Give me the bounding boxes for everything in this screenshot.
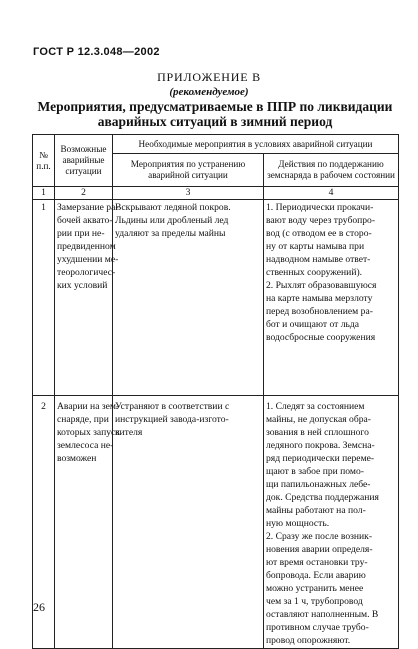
- maintenance-line: вод (с отводом ее в сторо-: [266, 228, 372, 239]
- header-measures-group: Необходимые мероприятия в условиях аварийной ситуации: [113, 135, 399, 154]
- maintenance-line: бопровода. Если аварию: [266, 570, 366, 581]
- maintenance-line: ледяного покрова. Земсна-: [266, 440, 375, 451]
- elimination-line: вителя: [115, 427, 143, 438]
- maintenance-line: щи папильонажных лебе-: [266, 479, 371, 490]
- maintenance-line: водосбросные сооружения: [266, 332, 376, 343]
- situation-line: Аварии на зем-: [57, 401, 120, 412]
- column-number: 1: [33, 187, 55, 200]
- situation-line: которых запуск: [57, 427, 120, 438]
- elimination-line: инструкцией завода-изгото-: [115, 414, 229, 425]
- column-number: 2: [55, 187, 113, 200]
- page-number: 26: [33, 600, 45, 614]
- appendix-title: [30, 99, 400, 129]
- maintenance-line: майны, не допуская обра-: [266, 414, 371, 425]
- elimination-cell: [113, 200, 264, 396]
- maintenance-line: ют время остановки тру-: [266, 557, 368, 568]
- header-no: № п.п.: [33, 135, 55, 187]
- maintenance-line: ственных сооружений).: [266, 267, 363, 278]
- header-situations: Возможные аварийные ситуации: [55, 135, 113, 187]
- maintenance-line: перед возобновлением ра-: [266, 306, 373, 317]
- situation-line: рии при не-: [57, 228, 105, 239]
- column-number: 4: [264, 187, 399, 200]
- elimination-line: Льдины или дробленый лед: [115, 215, 229, 226]
- table-row: [33, 200, 399, 396]
- maintenance-cell: [264, 396, 399, 649]
- maintenance-line: противном случае трубо-: [266, 622, 369, 633]
- situation-line: Замерзание ра-: [57, 202, 119, 213]
- maintenance-line: зования в ней сплошного: [266, 427, 369, 438]
- situation-line: бочей аквато-: [57, 215, 113, 226]
- elimination-cell: [113, 396, 264, 649]
- maintenance-line: 1. Периодически прокачи-: [266, 202, 374, 213]
- maintenance-line: док. Средства поддержания: [266, 492, 379, 503]
- maintenance-line: 1. Следят за состоянием: [266, 401, 365, 412]
- maintenance-line: ряд периодически переме-: [266, 453, 375, 464]
- maintenance-line: бот и очищают от льда: [266, 319, 360, 330]
- situation-line: теорологичес-: [57, 267, 116, 278]
- elimination-line: Устраняют в соответствии с: [115, 401, 230, 412]
- situation-line: возможен: [57, 453, 97, 464]
- title-line-2: аварийных ситуаций в зимний период: [97, 114, 333, 129]
- maintenance-line: 2. Сразу же после возник-: [266, 531, 373, 542]
- maintenance-line: на карте намыва мерзлоту: [266, 293, 373, 304]
- maintenance-line: чем за 1 ч, трубопровод: [266, 596, 363, 607]
- situation-line: землесоса не-: [57, 440, 114, 451]
- column-number: 3: [113, 187, 264, 200]
- header-elimination: Мероприятия по устранению аварийной ситуации: [113, 154, 264, 187]
- standard-header: ГОСТ Р 12.3.048—2002: [33, 46, 160, 58]
- maintenance-line: провод опорожняют.: [266, 635, 351, 646]
- maintenance-line: вают воду через трубопро-: [266, 215, 376, 226]
- row-number: 1: [33, 200, 55, 396]
- situation-line: ухудшении ме-: [57, 254, 119, 265]
- situation-cell: [55, 396, 120, 649]
- maintenance-line: надводном намыве ответ-: [266, 254, 371, 265]
- maintenance-line: щают в забое при помо-: [266, 466, 364, 477]
- row-number: 2: [33, 396, 55, 649]
- maintenance-cell: [264, 200, 399, 396]
- situation-line: снаряде, при: [57, 414, 109, 425]
- appendix-label: ПРИЛОЖЕНИЕ В: [157, 70, 261, 84]
- elimination-line: удаляют за пределы майны: [115, 228, 226, 239]
- situation-line: ких условий: [57, 280, 108, 291]
- situation-cell: [55, 200, 119, 396]
- maintenance-line: 2. Рыхлят образовавшуюся: [266, 280, 377, 291]
- maintenance-line: ную мощность.: [266, 518, 330, 529]
- maintenance-line: новения аварии определя-: [266, 544, 373, 555]
- title-line-1: Мероприятия, предусматриваемые в ППР по ликвидации: [37, 99, 393, 114]
- elimination-line: Вскрывают ледяной покров.: [115, 202, 231, 213]
- maintenance-line: ну от карты намыва при: [266, 241, 365, 252]
- table-row: [33, 396, 399, 649]
- measures-table: [32, 134, 399, 649]
- maintenance-line: майны работают на пол-: [266, 505, 366, 516]
- maintenance-line: оставляют наполненным. В: [266, 609, 379, 620]
- situation-line: предвиденном: [57, 241, 116, 252]
- header-maintenance: Действия по поддержанию земснаряда в рабочем состоянии: [264, 154, 399, 187]
- maintenance-line: можно устранить менее: [266, 583, 364, 594]
- appendix-status: (рекомендуемое): [169, 86, 249, 98]
